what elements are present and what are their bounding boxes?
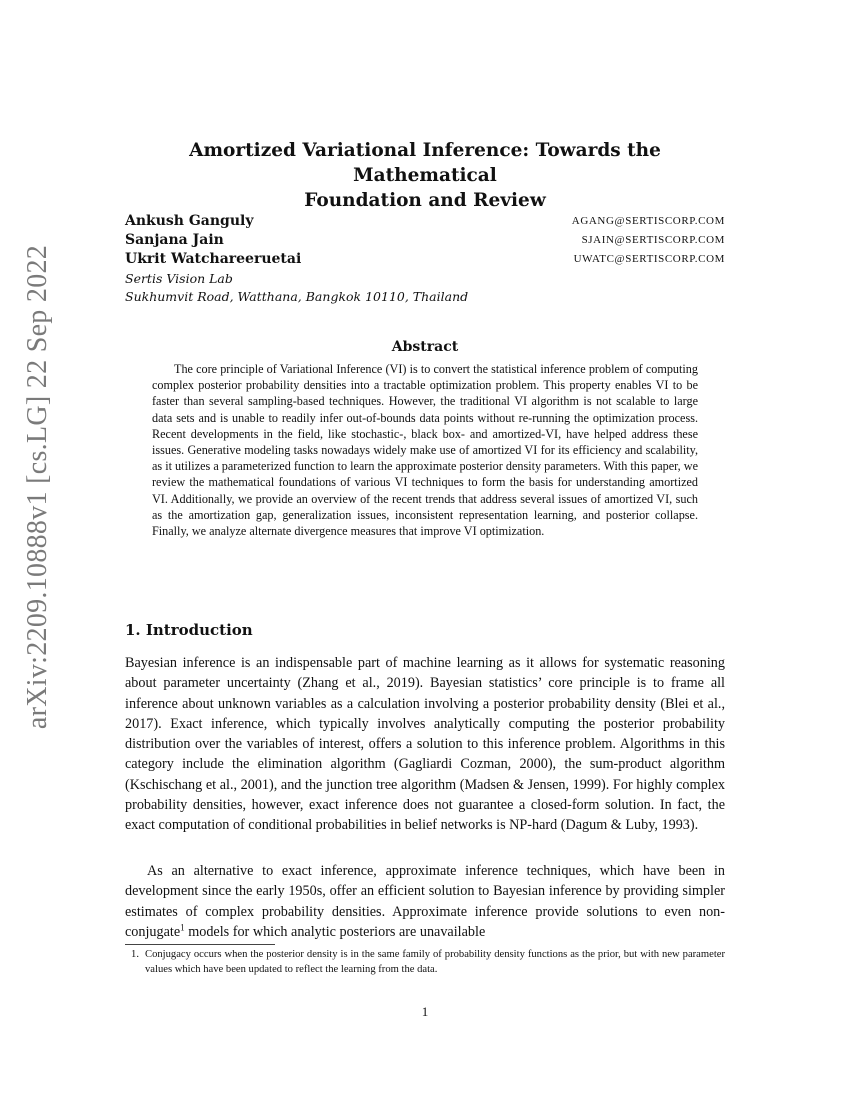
author-email[interactable]: AGANG@SERTISCORP.COM bbox=[571, 215, 725, 227]
footnote-text: Conjugacy occurs when the posterior density is in the same family of probability density functions as the prior, but with new parameter values which have been updated to reflect the learning from the data. bbox=[145, 949, 725, 975]
footnote bbox=[125, 948, 725, 977]
author-row bbox=[125, 251, 725, 270]
page-number: 1 bbox=[421, 1004, 429, 1019]
paper-title-line-1: Amortized Variational Inference: Towards the Mathematical bbox=[189, 140, 661, 186]
paper-title bbox=[125, 138, 725, 213]
affiliation-address: Sukhumvit Road, Watthana, Bangkok 10110, Thailand bbox=[125, 289, 469, 304]
intro-paragraph-2-text: As an alternative to exact inference, approximate inference techniques, which have been in development since the early 1950s, offer an efficient solution to Bayesian inference by providing simpler estimates of complex probability densities. Approximate inference provide solutions to even non-conjugate bbox=[125, 863, 725, 940]
abstract-text: The core principle of Variational Inference (VI) is to convert the statistical inference problem of computing complex posterior probability densities into a tractable optimization problem. This property enables VI to be faster than several sampling-based techniques. However, the traditional VI algorithm is not scalable to large data sets and is unable to readily infer out-of-bounds data points without re-running the optimization process. Recent developments in the field, like stochastic-, black box- and amortized-VI, have helped address these issues. Generative modeling tasks nowadays widely make use of amortized VI for its efficiency and scalability, as it utilizes a parameterized function to learn the approximate posterior density parameters. With this paper, we review the mathematical foundations of various VI techniques to form the basis for understanding amortized VI. Additionally, we provide an overview of the recent trends that address several issues of amortized VI, such as the amortization gap, generalization issues, inconsistent representation learning, and posterior collapse. Finally, we analyze alternate divergence measures that improve VI optimization. bbox=[152, 362, 698, 539]
intro-paragraph-1: Bayesian inference is an indispensable part of machine learning as it allows for systematic reasoning about parameter uncertainty (Zhang et al., 2019). Bayesian statistics’ core principle is to frame all inference about unknown variables as a calculation involving a posterior probability density (Blei et al., 2017). Exact inference, which typically involves analytically computing the posterior probability distribution over the variables of interest, offers a solution to this inference problem. Algorithms in this category include the elimination algorithm (Gagliardi Cozman, 2000), the sum-product algorithm (Kschischang et al., 2001), and the junction tree algorithm (Madsen & Jensen, 1999). For highly complex probability densities, however, exact inference does not guarantee a closed-form solution. In fact, the exact computation of conditional probabilities in belief networks is NP-hard (Dagum & Luby, 1993). bbox=[125, 655, 725, 834]
affiliation-lab: Sertis Vision Lab bbox=[125, 271, 233, 286]
author-name: Ukrit Watchareeruetai bbox=[125, 251, 302, 267]
paper-title-line-2: Foundation and Review bbox=[304, 190, 546, 211]
author-email[interactable]: SJAIN@SERTISCORP.COM bbox=[581, 234, 725, 246]
author-email[interactable]: UWATC@SERTISCORP.COM bbox=[573, 253, 725, 265]
intro-paragraph-2 bbox=[125, 861, 725, 942]
footnote-number: 1. bbox=[131, 949, 139, 960]
arxiv-identifier-stamp: arXiv:2209.10888v1 [cs.LG] 22 Sep 2022 bbox=[22, 244, 53, 730]
author-row bbox=[125, 232, 725, 251]
abstract-heading: Abstract bbox=[391, 339, 459, 355]
author-name: Ankush Ganguly bbox=[125, 213, 254, 229]
author-name: Sanjana Jain bbox=[125, 232, 224, 248]
author-row bbox=[125, 213, 725, 232]
section-heading-introduction: 1. Introduction bbox=[125, 621, 253, 639]
footnote-divider bbox=[125, 944, 275, 945]
footnote-reference[interactable]: 1 bbox=[180, 922, 185, 933]
intro-paragraph-2-continuation: models for which analytic posteriors are unavailable bbox=[184, 923, 486, 940]
